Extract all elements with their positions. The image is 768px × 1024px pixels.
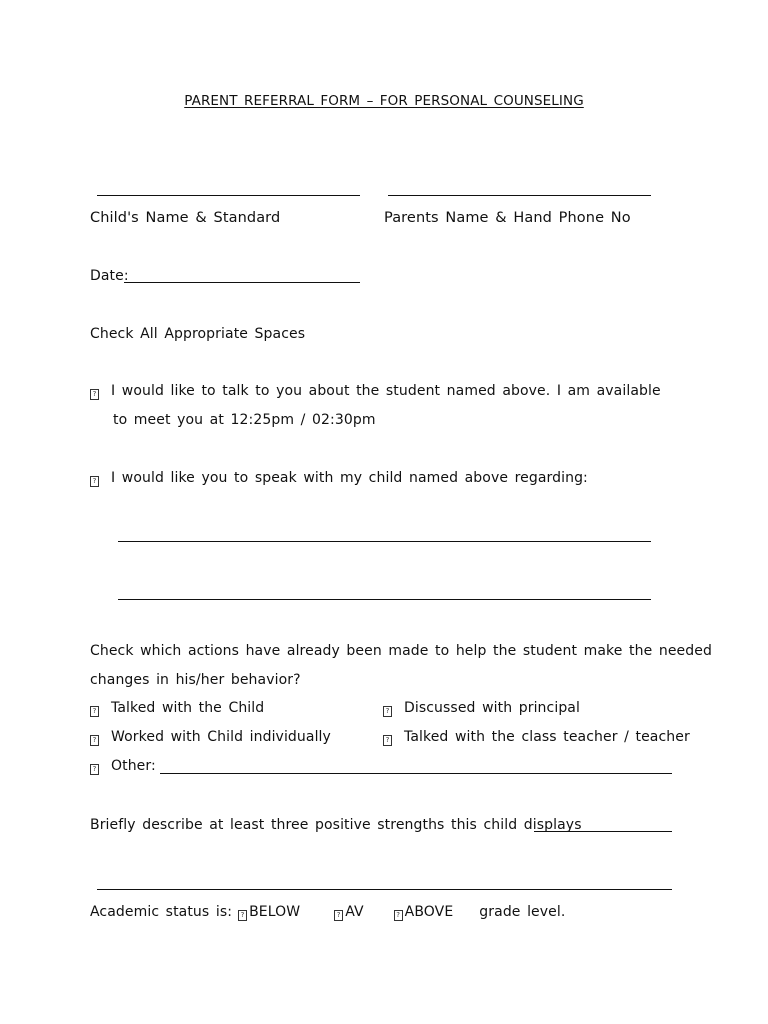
action-talked-child-label: Talked with the Child bbox=[111, 700, 265, 716]
date-label: Date: bbox=[90, 268, 129, 284]
checkbox-icon[interactable]: ? bbox=[90, 389, 99, 400]
option-speak-row bbox=[90, 469, 588, 487]
checkbox-icon[interactable]: ? bbox=[90, 764, 99, 775]
strengths-field-2[interactable] bbox=[97, 889, 672, 890]
action-talked-teacher-row bbox=[383, 728, 690, 746]
action-discussed-principal-label: Discussed with principal bbox=[404, 700, 580, 716]
checkbox-icon[interactable]: ? bbox=[334, 910, 343, 921]
action-worked-individually-label: Worked with Child individually bbox=[111, 729, 331, 745]
strengths-field-1[interactable] bbox=[534, 831, 672, 832]
child-name-label: Child's Name & Standard bbox=[90, 210, 281, 226]
academic-status-row bbox=[90, 903, 565, 921]
parent-name-field[interactable] bbox=[388, 195, 651, 196]
checkbox-icon[interactable]: ? bbox=[383, 735, 392, 746]
child-name-field[interactable] bbox=[97, 195, 360, 196]
action-worked-individually-row bbox=[90, 728, 331, 746]
checkbox-icon[interactable]: ? bbox=[238, 910, 247, 921]
action-talked-child-row bbox=[90, 699, 264, 717]
checkbox-icon[interactable]: ? bbox=[90, 706, 99, 717]
option-talk-row bbox=[90, 382, 661, 400]
action-discussed-principal-row bbox=[383, 699, 580, 717]
page-title: PARENT REFERRAL FORM – FOR PERSONAL COUNSELING bbox=[184, 93, 584, 109]
check-all-heading: Check All Appropriate Spaces bbox=[90, 326, 306, 342]
checkbox-icon[interactable]: ? bbox=[90, 735, 99, 746]
checkbox-icon[interactable]: ? bbox=[383, 706, 392, 717]
actions-question-line2: changes in his/her behavior? bbox=[90, 672, 301, 688]
option-talk-time: to meet you at 12:25pm / 02:30pm bbox=[113, 412, 376, 428]
status-above-label: ABOVE bbox=[404, 904, 454, 920]
actions-question-line1: Check which actions have already been made to help the student make the needed bbox=[90, 643, 712, 659]
option-talk-label: I would like to talk to you about the student named above. I am available bbox=[111, 383, 661, 399]
checkbox-icon[interactable]: ? bbox=[394, 910, 403, 921]
regarding-field-1[interactable] bbox=[118, 541, 651, 542]
parent-name-label: Parents Name & Hand Phone No bbox=[384, 210, 631, 226]
action-talked-teacher-label: Talked with the class teacher / teacher bbox=[404, 729, 690, 745]
action-other-label: Other: bbox=[111, 758, 156, 774]
status-av-label: AV bbox=[345, 904, 364, 920]
checkbox-icon[interactable]: ? bbox=[90, 476, 99, 487]
option-speak-label: I would like you to speak with my child named above regarding: bbox=[111, 470, 588, 486]
status-below-label: BELOW bbox=[249, 904, 301, 920]
grade-level-label: grade level. bbox=[479, 904, 566, 920]
strengths-label: Briefly describe at least three positive strengths this child displays bbox=[90, 817, 582, 833]
regarding-field-2[interactable] bbox=[118, 599, 651, 600]
academic-status-label: Academic status is: bbox=[90, 904, 233, 920]
date-field[interactable] bbox=[124, 282, 360, 283]
action-other-row bbox=[90, 757, 156, 775]
other-field[interactable] bbox=[160, 773, 672, 774]
